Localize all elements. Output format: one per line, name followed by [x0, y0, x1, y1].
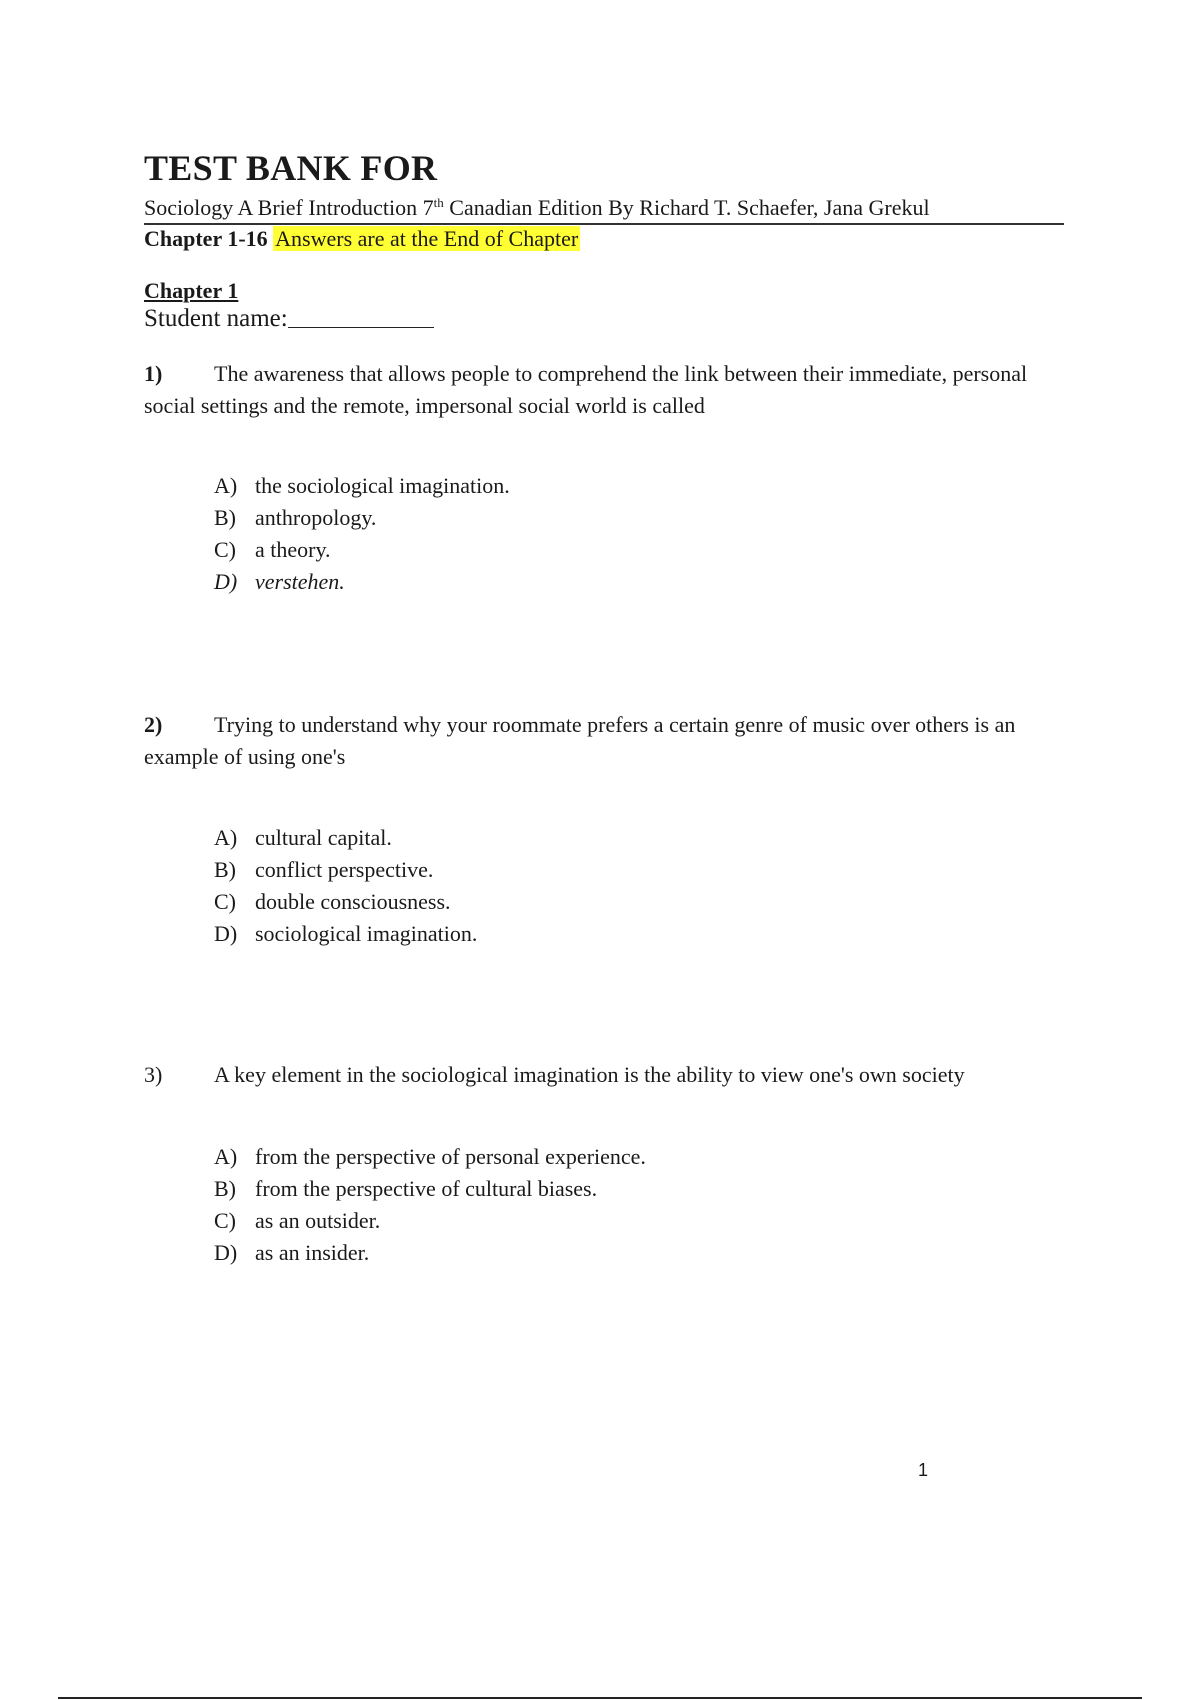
option-c[interactable]: [214, 534, 510, 566]
page-number: 1: [918, 1460, 929, 1480]
option-text: sociological imagination.: [255, 921, 478, 946]
option-text: from the perspective of personal experience.: [255, 1144, 646, 1169]
question-text: A key element in the sociological imagination is the ability to view one's own society: [214, 1062, 965, 1087]
student-name-label: Student name:: [144, 305, 288, 332]
option-letter: A): [214, 1144, 238, 1169]
option-text: verstehen.: [255, 569, 345, 594]
option-letter: C): [214, 889, 236, 914]
question-2-options: [214, 822, 477, 950]
option-letter: A): [214, 473, 238, 498]
option-c[interactable]: [214, 1205, 646, 1237]
book-subtitle: [144, 196, 930, 219]
option-text: the sociological imagination.: [255, 473, 510, 498]
option-letter: C): [214, 1208, 236, 1233]
question-text: Trying to understand why your roommate prefers a certain genre of music over others is an example of using one's: [144, 712, 1016, 769]
question-number: 1): [144, 361, 163, 386]
option-letter: D): [214, 921, 238, 946]
chapter-range-line: [144, 227, 580, 251]
question-1-options: [214, 470, 510, 598]
option-text: double consciousness.: [255, 889, 451, 914]
question-3-options: [214, 1141, 646, 1269]
option-a[interactable]: [214, 1141, 646, 1173]
subtitle-post: Canadian Edition By Richard T. Schaefer, Jana Grekul: [443, 195, 930, 220]
option-c[interactable]: [214, 886, 477, 918]
chapter-heading: Chapter 1: [144, 278, 239, 303]
question-number: 2): [144, 712, 163, 737]
option-text: as an outsider.: [255, 1208, 381, 1233]
student-name-line: [144, 306, 434, 331]
answers-note-highlight: Answers are at the End of Chapter: [275, 226, 579, 251]
question-text: The awareness that allows people to comprehend the link between their immediate, personal social settings and the remote, impersonal social world is called: [144, 361, 1028, 418]
option-letter: D): [214, 569, 238, 594]
header-divider: [144, 223, 1064, 225]
option-b[interactable]: [214, 854, 477, 886]
option-b[interactable]: [214, 1173, 646, 1205]
subtitle-pre: Sociology A Brief Introduction 7: [144, 195, 434, 220]
question-3: [144, 1059, 1064, 1091]
student-name-blank[interactable]: [288, 327, 434, 328]
option-letter: B): [214, 505, 236, 530]
option-text: cultural capital.: [255, 825, 392, 850]
option-a[interactable]: [214, 822, 477, 854]
document-title: TEST BANK FOR: [144, 148, 438, 188]
option-text: anthropology.: [255, 505, 377, 530]
option-d[interactable]: [214, 1237, 646, 1269]
option-d[interactable]: [214, 918, 477, 950]
question-1: [144, 358, 1064, 422]
option-text: a theory.: [255, 537, 331, 562]
option-text: as an insider.: [255, 1240, 370, 1265]
option-b[interactable]: [214, 502, 510, 534]
option-letter: B): [214, 857, 236, 882]
option-a[interactable]: [214, 470, 510, 502]
option-letter: B): [214, 1176, 236, 1201]
option-letter: A): [214, 825, 238, 850]
option-letter: C): [214, 537, 236, 562]
option-letter: D): [214, 1240, 238, 1265]
footer-divider: [58, 1697, 1142, 1699]
question-number: 3): [144, 1062, 163, 1087]
option-d[interactable]: [214, 566, 510, 598]
chapter-range: Chapter 1-16: [144, 226, 274, 251]
option-text: conflict perspective.: [255, 857, 434, 882]
option-text: from the perspective of cultural biases.: [255, 1176, 598, 1201]
question-2: [144, 709, 1064, 773]
subtitle-superscript: th: [433, 195, 444, 210]
